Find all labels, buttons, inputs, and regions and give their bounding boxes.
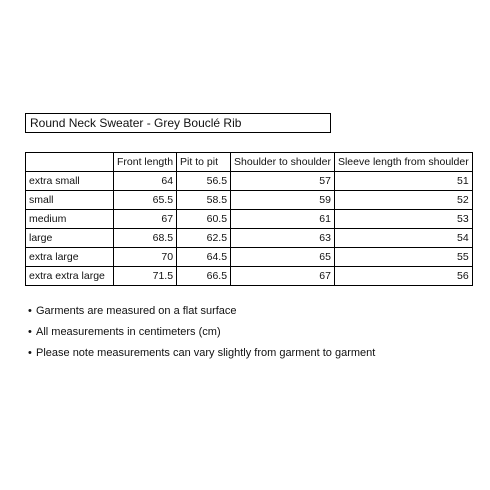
pit-to-pit-value: 60.5 xyxy=(177,210,231,229)
header-pit-to-pit: Pit to pit xyxy=(177,153,231,172)
measurement-notes xyxy=(28,301,375,364)
shoulder-to-shoulder-value: 61 xyxy=(231,210,335,229)
front-length-value: 71.5 xyxy=(114,267,177,286)
header-size-corner xyxy=(26,153,114,172)
sleeve-length-value: 56 xyxy=(334,267,472,286)
pit-to-pit-value: 62.5 xyxy=(177,229,231,248)
bullet-icon: • xyxy=(28,305,32,317)
sleeve-length-value: 52 xyxy=(334,191,472,210)
product-title: Round Neck Sweater - Grey Bouclé Rib xyxy=(25,113,331,133)
size-label: extra extra large xyxy=(26,267,114,286)
header-shoulder-to-shoulder: Shoulder to shoulder xyxy=(231,153,335,172)
list-item xyxy=(28,322,375,343)
table-row xyxy=(26,248,473,267)
header-front-length: Front length xyxy=(114,153,177,172)
size-label: extra large xyxy=(26,248,114,267)
pit-to-pit-value: 64.5 xyxy=(177,248,231,267)
table-row xyxy=(26,172,473,191)
list-item xyxy=(28,343,375,364)
header-sleeve-length: Sleeve length from shoulder xyxy=(334,153,472,172)
bullet-icon: • xyxy=(28,347,32,359)
table-row xyxy=(26,210,473,229)
shoulder-to-shoulder-value: 59 xyxy=(231,191,335,210)
size-label: large xyxy=(26,229,114,248)
front-length-value: 70 xyxy=(114,248,177,267)
pit-to-pit-value: 66.5 xyxy=(177,267,231,286)
shoulder-to-shoulder-value: 67 xyxy=(231,267,335,286)
table-header-row xyxy=(26,153,473,172)
note-text: All measurements in centimeters (cm) xyxy=(36,326,221,338)
table-row xyxy=(26,229,473,248)
note-text: Garments are measured on a flat surface xyxy=(36,305,237,317)
size-label: medium xyxy=(26,210,114,229)
list-item xyxy=(28,301,375,322)
table-row xyxy=(26,191,473,210)
front-length-value: 64 xyxy=(114,172,177,191)
shoulder-to-shoulder-value: 63 xyxy=(231,229,335,248)
shoulder-to-shoulder-value: 65 xyxy=(231,248,335,267)
sleeve-length-value: 55 xyxy=(334,248,472,267)
note-text: Please note measurements can vary slightly from garment to garment xyxy=(36,347,376,359)
sleeve-length-value: 51 xyxy=(334,172,472,191)
size-label: extra small xyxy=(26,172,114,191)
pit-to-pit-value: 56.5 xyxy=(177,172,231,191)
pit-to-pit-value: 58.5 xyxy=(177,191,231,210)
size-chart-table xyxy=(25,152,473,286)
sleeve-length-value: 53 xyxy=(334,210,472,229)
size-label: small xyxy=(26,191,114,210)
bullet-icon: • xyxy=(28,326,32,338)
sleeve-length-value: 54 xyxy=(334,229,472,248)
front-length-value: 68.5 xyxy=(114,229,177,248)
shoulder-to-shoulder-value: 57 xyxy=(231,172,335,191)
table-row xyxy=(26,267,473,286)
front-length-value: 65.5 xyxy=(114,191,177,210)
front-length-value: 67 xyxy=(114,210,177,229)
